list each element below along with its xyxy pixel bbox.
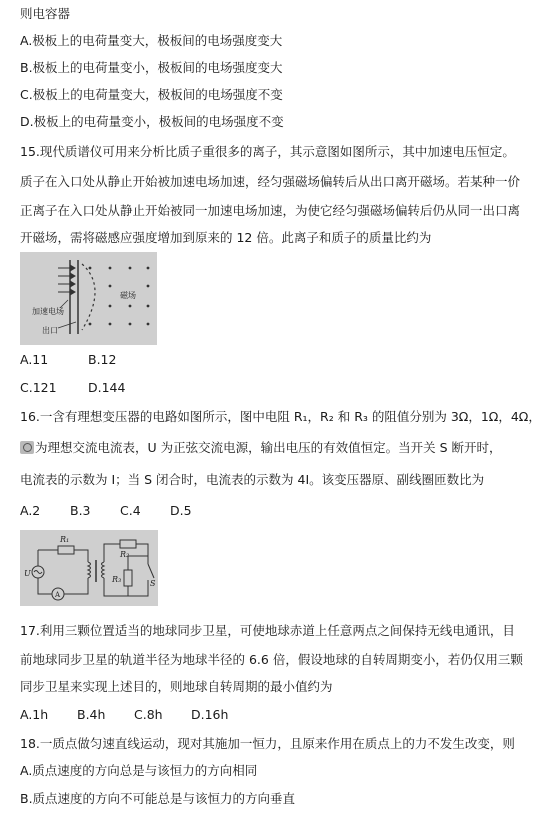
q14-option-a: A.极板上的电荷量变大，极板间的电场强度变大 — [20, 33, 283, 48]
q16-stem-line-1: 16.一含有理想变压器的电路如图所示，图中电阻 R₁，R₂ 和 R₃ 的阻值分别为 3Ω，1Ω，4Ω， — [20, 409, 541, 424]
exit-label: 出口 — [42, 326, 58, 335]
q16-stem-line-2-text: 为理想交流电流表，U 为正弦交流电源，输出电压的有效值恒定。当开关 S 断开时， — [35, 440, 502, 455]
q17-option-a: A.1h — [20, 707, 49, 722]
q17-option-c: C.8h — [134, 707, 163, 722]
q17-option-b: B.4h — [77, 707, 106, 722]
ammeter-a-label: A — [55, 591, 61, 599]
accel-field-label: 加速电场 — [32, 307, 64, 316]
q15-option-c: C.121 — [20, 380, 57, 395]
q16-stem-line-2 — [20, 440, 502, 456]
q18-option-b: B.质点速度的方向不可能总是与该恒力的方向垂直 — [20, 791, 296, 806]
q15-stem-line-2: 质子在入口处从静止开始被加速电场加速，经匀强磁场偏转后从出口离开磁场。若某种一价 — [20, 174, 521, 189]
q14-option-b: B.极板上的电荷量变小，极板间的电场强度变大 — [20, 60, 283, 75]
q16-option-c: C.4 — [120, 503, 141, 518]
ammeter-icon — [20, 441, 34, 454]
q15-stem-line-1: 15.现代质谱仪可用来分析比质子重很多的离子，其示意图如图所示，其中加速电压恒定。 — [20, 144, 515, 159]
r2-label: R₂ — [120, 550, 130, 559]
q15-stem-line-4: 开磁场，需将磁感应强度增加到原来的 12 倍。此离子和质子的质量比约为 — [20, 230, 432, 245]
transformer-circuit-figure — [20, 530, 158, 606]
magnetic-field-label: 磁场 — [120, 291, 136, 300]
q15-option-a: A.11 — [20, 352, 49, 367]
q17-stem-line-3: 同步卫星来实现上述目的，则地球自转周期的最小值约为 — [20, 679, 333, 694]
q15-option-b: B.12 — [88, 352, 117, 367]
mass-spectrometer-figure — [20, 252, 157, 345]
q17-stem-line-1: 17.利用三颗位置适当的地球同步卫星，可使地球赤道上任意两点之间保持无线电通讯，目 — [20, 623, 515, 638]
q16-option-a: A.2 — [20, 503, 41, 518]
q17-stem-line-2: 前地球同步卫星的轨道半径为地球半径的 6.6 倍，假设地球的自转周期变小，若仍仅用三颗 — [20, 652, 523, 667]
u-source-label: U — [24, 569, 31, 578]
q16-option-d: D.5 — [170, 503, 192, 518]
q18-option-a: A.质点速度的方向总是与该恒力的方向相同 — [20, 763, 258, 778]
r1-label: R₁ — [60, 535, 70, 544]
q17-option-d: D.16h — [191, 707, 229, 722]
switch-s-label: S — [150, 579, 156, 588]
q15-stem-line-3: 正离子在入口处从静止开始被同一加速电场加速，为使它经匀强磁场偏转后仍从同一出口离 — [20, 203, 521, 218]
q16-stem-line-3: 电流表的示数为 I；当 S 闭合时，电流表的示数为 4I。该变压器原、副线圈匝数比为 — [20, 472, 485, 487]
q14-stem-tail: 则电容器 — [20, 6, 71, 21]
q14-option-c: C.极板上的电荷量变大，极板间的电场强度不变 — [20, 87, 283, 102]
q16-option-b: B.3 — [70, 503, 91, 518]
q14-option-d: D.极板上的电荷量变小，极板间的电场强度不变 — [20, 114, 284, 129]
q15-option-d: D.144 — [88, 380, 126, 395]
q18-stem: 18.一质点做匀速直线运动，现对其施加一恒力，且原来作用在质点上的力不发生改变，则 — [20, 736, 515, 751]
r3-label: R₃ — [112, 575, 122, 584]
